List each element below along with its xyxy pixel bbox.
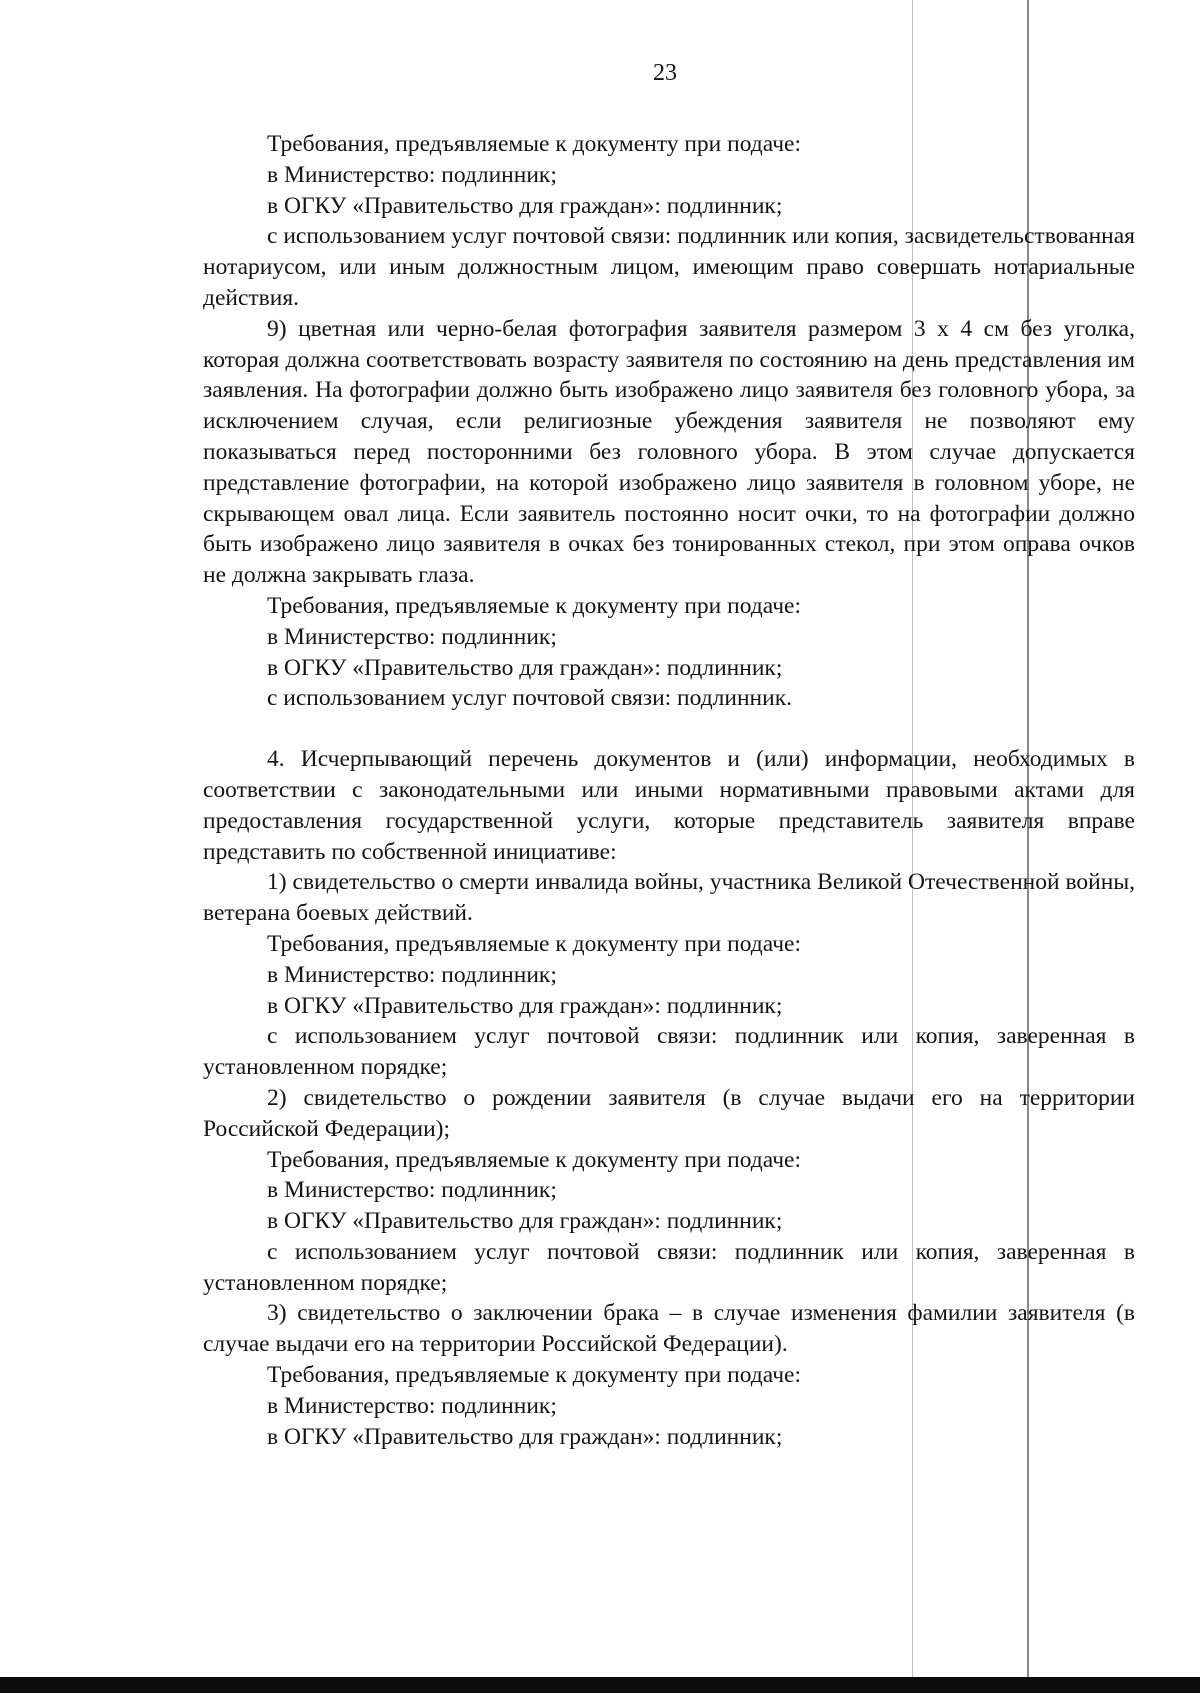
paragraph: в ОГКУ «Правительство для граждан»: подлинник;	[267, 654, 783, 681]
paragraph: в ОГКУ «Правительство для граждан»: подлинник;	[267, 992, 783, 1019]
paragraph: в Министерство: подлинник;	[267, 623, 557, 650]
paragraph: 3) свидетельство о заключении брака – в случае изменения фамилии заявителя (в случае выдачи его на территории Российской Федерации).	[203, 1300, 1135, 1358]
paragraph: в Министерство: подлинник;	[267, 161, 557, 188]
document-body	[203, 129, 1135, 1452]
paragraph: в Министерство: подлинник;	[267, 1392, 557, 1419]
paragraph: Требования, предъявляемые к документу при подаче:	[267, 592, 801, 619]
paragraph: с использованием услуг почтовой связи: подлинник или копия, заверенная в установленном порядке;	[203, 1023, 1135, 1081]
paragraph: Требования, предъявляемые к документу при подаче:	[267, 1146, 801, 1173]
paragraph: 9) цветная или черно-белая фотография заявителя размером 3 x 4 см без уголка, которая должна соответствовать возрасту заявителя по состоянию на день представления им заявления. На фотографии должно быть изображено лицо заявителя без головного убора, за исключением случая, если религиозные убеждения заявителя не позволяют ему показываться перед посторонними без головного убора. В этом случае допускается представление фотографии, на которой изображено лицо заявителя в головном уборе, не скрывающем овал лица. Если заявитель постоянно носит очки, то на фотографии должно быть изображено лицо заявителя в очках без тонированных стекол, при этом оправа очков не должна закрывать глаза.	[203, 315, 1135, 589]
scan-bottom-border	[0, 1677, 1200, 1693]
paragraph: в ОГКУ «Правительство для граждан»: подлинник;	[267, 1208, 783, 1235]
paragraph: Требования, предъявляемые к документу при подаче:	[267, 131, 801, 157]
paragraph: Требования, предъявляемые к документу при подаче:	[267, 930, 801, 957]
paragraph: с использованием услуг почтовой связи: подлинник или копия, заверенная в установленном порядке;	[203, 1238, 1135, 1296]
paragraph: в ОГКУ «Правительство для граждан»: подлинник;	[267, 1423, 783, 1450]
paragraph: в Министерство: подлинник;	[267, 1177, 557, 1204]
paragraph: в Министерство: подлинник;	[267, 961, 557, 988]
page-number: 23	[653, 60, 677, 86]
paragraph: 1) свидетельство о смерти инвалида войны, участника Великой Отечественной войны, ветерана боевых действий.	[203, 869, 1135, 927]
paragraph: в ОГКУ «Правительство для граждан»: подлинник;	[267, 192, 783, 219]
paragraph: 4. Исчерпывающий перечень документов и (или) информации, необходимых в соответствии с законодательными или иными нормативными правовыми актами для предоставления государственной услуги, которые представитель заявителя вправе представить по собственной инициативе:	[203, 746, 1135, 865]
paragraph: 2) свидетельство о рождении заявителя (в случае выдачи его на территории Российской Федерации);	[203, 1084, 1135, 1142]
paragraph: с использованием услуг почтовой связи: подлинник.	[267, 685, 792, 712]
paragraph: с использованием услуг почтовой связи: подлинник или копия, засвидетельствованная нотариусом, или иным должностным лицом, имеющим право совершать нотариальные действия.	[203, 223, 1135, 311]
paragraph: Требования, предъявляемые к документу при подаче:	[267, 1362, 801, 1389]
